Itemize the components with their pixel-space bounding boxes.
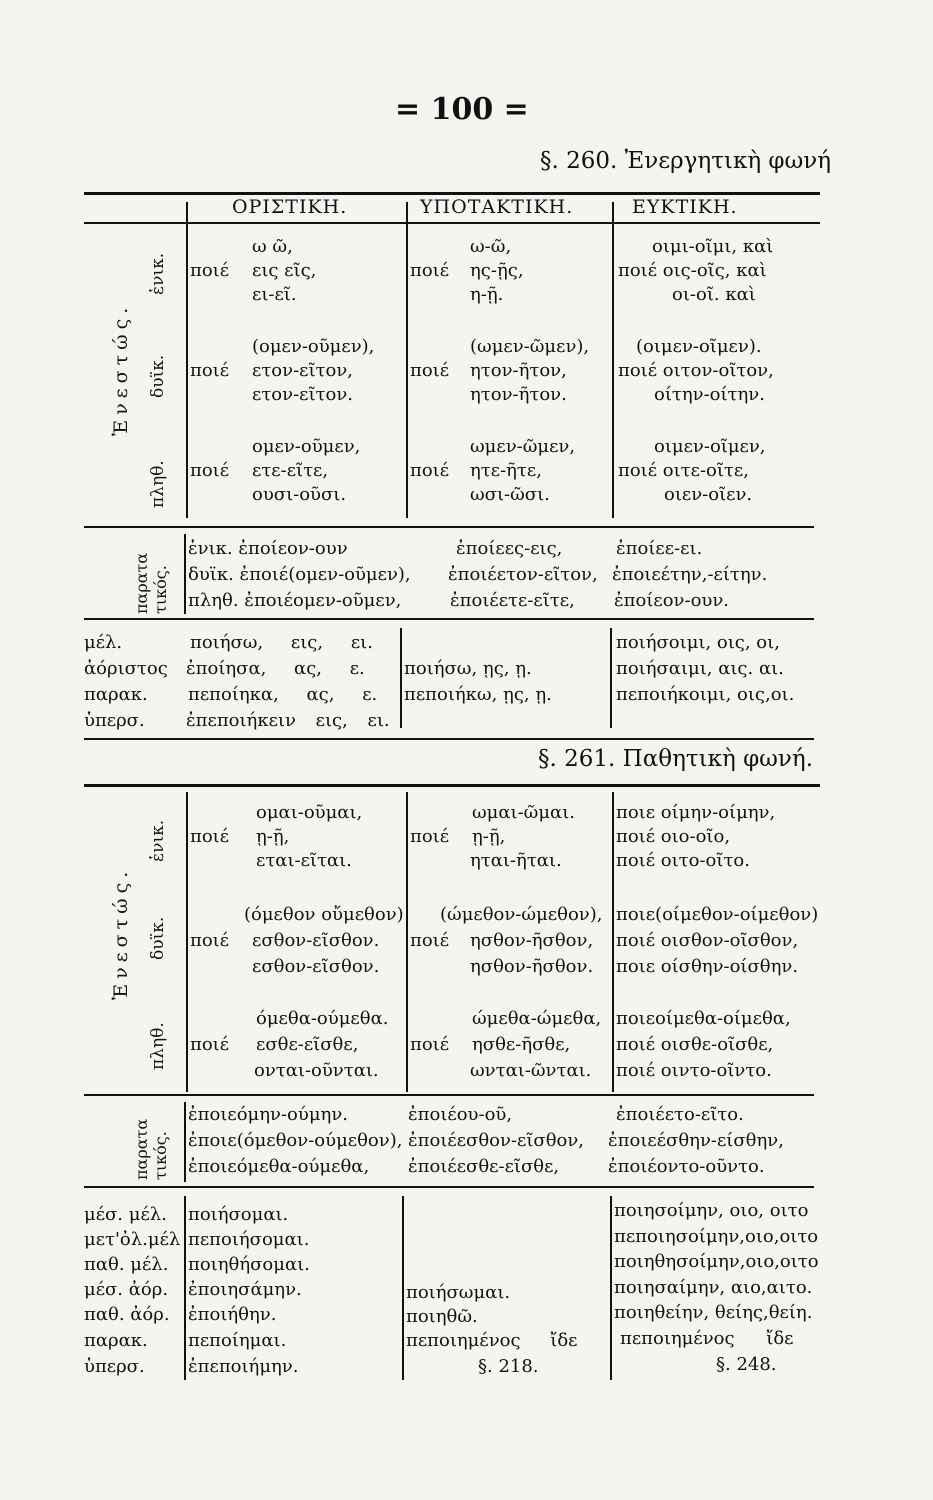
header-indicative: ΟΡΙΣΤΙΚΗ. — [232, 196, 348, 218]
tense-row-subj: §. 218. — [478, 1356, 539, 1377]
tense-row-ind: ἐποιησάμην. — [188, 1279, 302, 1300]
form: ομαι-οῦμαι, — [256, 802, 363, 823]
number-label: πληθ. — [148, 460, 168, 508]
form: ποιεοίμεθα-οίμεθα, — [616, 1008, 791, 1029]
tense-row-subj: ποιηθῶ. — [406, 1306, 478, 1327]
stem: ποιέ — [190, 260, 230, 281]
form: εις εῖς, — [252, 260, 317, 281]
form: ῃ-ῇ, — [472, 826, 506, 847]
form: ηται-ῆται. — [470, 850, 562, 871]
tense-row-label: ἀόριστος — [84, 658, 168, 679]
tense-row-opt: ποιησαίμην, αιο,αιτο. — [614, 1277, 813, 1298]
impf-form: ἐποιέεσθον-εῖσθον, — [408, 1130, 585, 1151]
tense-row-ind: ἐπεποιήκειν εις, ει. — [186, 710, 390, 731]
form: ομεν-οῦμεν, — [252, 436, 361, 457]
tense-row-ind: πεποίηκα, ας, ε. — [188, 684, 378, 705]
form: ποιέ οισθε-οῖσθε, — [616, 1034, 774, 1055]
stem: ποιέ — [410, 360, 450, 381]
form: ωμαι-ῶμαι. — [472, 802, 575, 823]
impf-label: παρατα τικός. — [132, 552, 170, 614]
number-label: ἑνικ. — [148, 819, 168, 862]
impf-form: ἐποιεέσθην-είσθην, — [608, 1130, 784, 1151]
tense-row-label: παρακ. — [84, 684, 148, 705]
form: ονται-οῦνται. — [254, 1060, 379, 1081]
impf-form: ἐποιέοντο-οῦντο. — [608, 1156, 765, 1177]
rule — [84, 526, 814, 528]
number-label: πληθ. — [148, 1022, 168, 1070]
stem: ποιέ — [190, 930, 230, 951]
stem: ποιέ — [410, 826, 450, 847]
impf-form: ἐποιεόμεθα-ούμεθα, — [188, 1156, 370, 1177]
rule — [84, 784, 820, 787]
header-subjunctive: ΥΠΟΤΑΚΤΙΚΗ. — [420, 196, 574, 218]
tense-row-ind: ἐποιήθην. — [188, 1304, 277, 1325]
tense-label: Ἐνεστώς. — [110, 866, 132, 1000]
tense-row-label: μετ'ὀλ.μέλ — [84, 1229, 181, 1250]
tense-row-label: παθ. ἀόρ. — [84, 1304, 170, 1325]
form: (οιμεν-οῖμεν). — [636, 336, 762, 357]
tense-row-ind: ἐποίησα, ας, ε. — [186, 658, 365, 679]
impf-form: ἐποιεόμην-ούμην. — [188, 1104, 348, 1125]
rule — [84, 738, 814, 740]
tense-row-label: παρακ. — [84, 1330, 148, 1351]
impf-form: ἐποιέετε-εῖτε, — [450, 590, 575, 611]
tense-row-opt: ποιηθείην, θείης,θείη. — [614, 1302, 813, 1323]
stem: ποιέ — [190, 1034, 230, 1055]
form: εται-εῖται. — [256, 850, 352, 871]
tense-row-ind: ἐπεποιήμην. — [188, 1356, 299, 1377]
tense-row-opt: πεποιήκοιμι, οις,οι. — [616, 684, 795, 705]
number-label: δυϊκ. — [148, 354, 168, 398]
form: ποιέ οισθον-οῖσθον, — [616, 930, 799, 951]
form: ης-ῇς, — [470, 260, 524, 281]
tense-row-label: μέσ. ἀόρ. — [84, 1279, 169, 1300]
section-261-title: §. 261. Παθητικὴ φωνή. — [538, 746, 814, 772]
impf-form: ἐποιεέτην,-είτην. — [612, 564, 768, 585]
header-optative: ΕΥΚΤΙΚΗ. — [632, 196, 738, 218]
form: ποιε οίμην-οίμην, — [616, 802, 776, 823]
form: ποιέ οιτε-οῖτε, — [618, 460, 749, 481]
form: ποιέ οιτο-οῖτο. — [616, 850, 750, 871]
tense-row-opt: πεποιημένος ἴδε — [620, 1328, 794, 1349]
impf-form: ἐποίεες-εις, — [456, 538, 563, 559]
form: οιμι-οῖμι, καὶ — [652, 236, 774, 257]
rule — [406, 202, 408, 518]
form: ῃ-ῇ, — [256, 826, 290, 847]
impf-form: ἐποίεον-ουν. — [614, 590, 730, 611]
form: ουσι-οῦσι. — [252, 484, 347, 505]
impf-form: ἐποιέου-οῦ, — [408, 1104, 513, 1125]
form: ητον-ῆτον. — [470, 384, 567, 405]
impf-label: παρατα τικός. — [132, 1118, 170, 1180]
stem: ποιέ — [190, 826, 230, 847]
rule — [184, 534, 186, 614]
rule — [186, 792, 188, 1092]
tense-row-opt: §. 248. — [716, 1354, 777, 1375]
rule — [610, 1196, 612, 1380]
form: ώμεθα-ώμεθα, — [472, 1008, 602, 1029]
stem: ποιέ — [190, 460, 230, 481]
tense-row-label: ὑπερσ. — [84, 1356, 145, 1377]
tense-row-label: μέλ. — [84, 632, 123, 653]
rule — [402, 1196, 404, 1380]
page-number: = 100 = — [395, 92, 529, 127]
form: εσθε-εῖσθε, — [256, 1034, 359, 1055]
form: (όμεθον οὔμεθον) — [244, 904, 404, 925]
form: (ώμεθον-ώμεθον), — [440, 904, 603, 925]
tense-row-subj: ποιήσω, ῃς, ῃ. — [404, 658, 532, 679]
form: ετον-εῖτον, — [252, 360, 353, 381]
tense-row-opt: ποιηθησοίμην,οιο,οιτο — [614, 1251, 819, 1272]
tense-row-subj: πεποιημένος ἴδε — [406, 1330, 578, 1351]
form: (ωμεν-ῶμεν), — [470, 336, 590, 357]
form: ποιε(οίμεθον-οίμεθον) — [616, 904, 819, 925]
form: ωσι-ῶσι. — [470, 484, 550, 505]
tense-row-label: μέσ. μέλ. — [84, 1204, 167, 1225]
form: (ομεν-οῦμεν), — [252, 336, 375, 357]
impf-form: ἑνικ. ἐποίεον-ουν — [188, 538, 348, 559]
impf-form: ἐποιέετο-εῖτο. — [616, 1104, 744, 1125]
tense-row-label: ὑπερσ. — [84, 710, 145, 731]
impf-form: ἐποιέεσθε-εῖσθε, — [408, 1156, 560, 1177]
rule — [84, 618, 814, 620]
impf-form: δυϊκ. ἐποιέ(ομεν-οῦμεν), — [188, 564, 411, 585]
form: ποιέ οιτον-οῖτον, — [618, 360, 774, 381]
rule — [84, 222, 820, 224]
form: ητε-ῆτε, — [470, 460, 542, 481]
form: ετον-εῖτον. — [252, 384, 353, 405]
tense-row-label: παθ. μέλ. — [84, 1254, 169, 1275]
tense-row-ind: ποιηθήσομαι. — [188, 1254, 310, 1275]
rule — [610, 628, 612, 728]
form: όμεθα-ούμεθα. — [256, 1008, 389, 1029]
tense-row-subj: ποιήσωμαι. — [406, 1282, 511, 1303]
impf-form: ἐποιέετον-εῖτον, — [448, 564, 598, 585]
form: οιμεν-οῖμεν, — [654, 436, 766, 457]
form: ποιε οίσθην-οίσθην. — [616, 956, 799, 977]
tense-row-ind: πεποιήσομαι. — [188, 1229, 310, 1250]
rule — [84, 1094, 814, 1096]
rule — [84, 192, 820, 195]
form: ησθον-ῆσθον, — [470, 930, 594, 951]
stem: ποιέ — [410, 460, 450, 481]
form: ποιέ οιντο-οῖντο. — [616, 1060, 772, 1081]
stem: ποιέ — [190, 360, 230, 381]
rule — [184, 1196, 186, 1380]
form: ωνται-ῶνται. — [470, 1060, 592, 1081]
form: ωμεν-ῶμεν, — [470, 436, 576, 457]
form: η-ῇ. — [470, 284, 504, 305]
tense-label: Ἐνεστώς. — [110, 302, 132, 436]
form: ετε-εῖτε, — [252, 460, 329, 481]
tense-row-ind: ποιήσω, εις, ει. — [190, 632, 373, 653]
form: οι-οῖ. καὶ — [672, 284, 756, 305]
form: ησθον-ῆσθον. — [470, 956, 594, 977]
number-label: ἑνικ. — [148, 252, 168, 295]
form: ποιέ οις-οῖς, καὶ — [618, 260, 767, 281]
tense-row-opt: ποιήσοιμι, οις, οι, — [616, 632, 780, 653]
stem: ποιέ — [410, 260, 450, 281]
form: ω ῶ, — [252, 236, 293, 257]
form: εσθον-εῖσθον. — [252, 956, 380, 977]
rule — [406, 792, 408, 1092]
impf-form: ἐποιε(όμεθον-ούμεθον), — [188, 1130, 403, 1151]
form: ησθε-ῆσθε, — [472, 1034, 571, 1055]
form: οίτην-οίτην. — [654, 384, 765, 405]
rule — [612, 792, 614, 1092]
form: οιεν-οῖεν. — [664, 484, 753, 505]
number-label: δυϊκ. — [148, 916, 168, 960]
rule — [400, 628, 402, 728]
rule — [612, 202, 614, 518]
impf-form: ἐποίεε-ει. — [616, 538, 703, 559]
section-260-title: §. 260. Ἐνεργητικὴ φωνή — [540, 148, 832, 174]
tense-row-opt: ποιήσαιμι, αις. αι. — [616, 658, 784, 679]
tense-row-opt: πεποιησοίμην,οιο,οιτο — [614, 1226, 819, 1247]
form: ει-εῖ. — [252, 284, 297, 305]
form: εσθον-εῖσθον. — [252, 930, 380, 951]
form: ητον-ῆτον, — [470, 360, 567, 381]
form: ω-ῶ, — [470, 236, 512, 257]
tense-row-ind: πεποίημαι. — [188, 1330, 287, 1351]
tense-row-subj: πεποιήκω, ῃς, ῃ. — [404, 684, 552, 705]
stem: ποιέ — [410, 1034, 450, 1055]
rule — [186, 202, 188, 518]
impf-form: πληθ. ἐποιέομεν-οῦμεν, — [188, 590, 402, 611]
rule — [84, 1186, 814, 1188]
rule — [184, 1102, 186, 1182]
stem: ποιέ — [410, 930, 450, 951]
tense-row-ind: ποιήσομαι. — [188, 1204, 289, 1225]
form: ποιέ οιο-οῖο, — [616, 826, 731, 847]
tense-row-opt: ποιησοίμην, οιο, οιτο — [614, 1200, 809, 1221]
